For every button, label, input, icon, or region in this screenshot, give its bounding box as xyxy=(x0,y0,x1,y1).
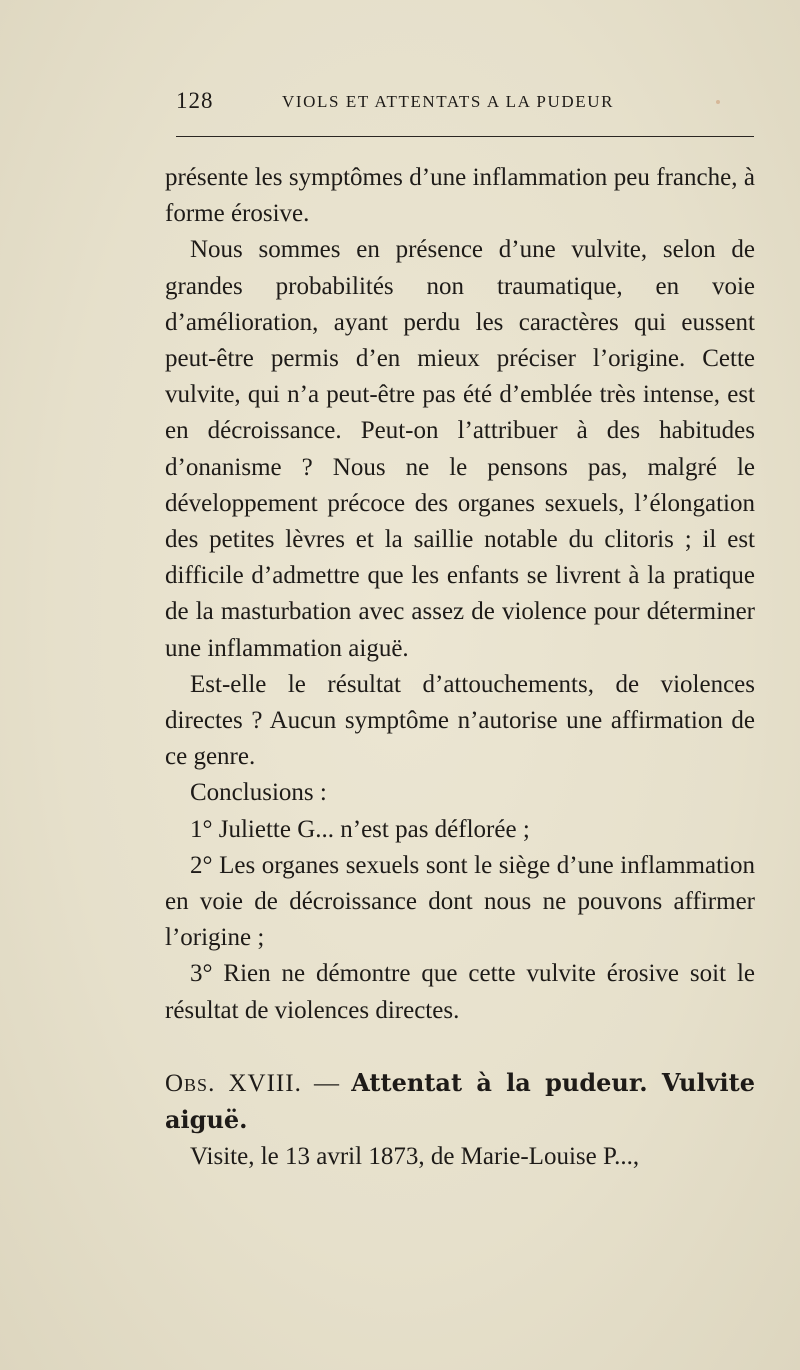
conclusion-item-2: 2° Les organes sexuels sont le siège d’une inflammation en voie de décroissance dont nous ne pouvons affirmer l’origine ; xyxy=(165,851,755,952)
header-rule xyxy=(176,136,754,137)
paragraph-attouchements: Est-elle le résultat d’attouchements, de violences directes ? Aucun symptôme n’autorise une affirmation de ce genre. xyxy=(165,670,755,771)
running-title: VIOLS ET ATTENTATS A LA PUDEUR xyxy=(282,92,615,111)
observation-dash: — xyxy=(301,1069,352,1097)
paragraph-continuation: présente les symptômes d’une inflammation peu franche, à forme érosive. xyxy=(165,164,755,228)
paper-speck xyxy=(716,100,720,104)
page-number: 128 xyxy=(176,88,214,113)
conclusions-heading: Conclusions : xyxy=(190,779,327,807)
body-text xyxy=(165,160,755,1175)
conclusion-item-3: 3° Rien ne démontre que cette vulvite érosive soit le résultat de violences directes. xyxy=(165,960,755,1024)
conclusion-item-1: 1° Juliette G... n’est pas déflorée ; xyxy=(190,815,530,843)
page-header xyxy=(176,88,754,118)
observation-title: Attentat à la pudeur. Vulvite aiguë. xyxy=(165,1067,756,1135)
paragraph-vulvite: Nous sommes en présence d’une vulvite, selon de grandes probabilités non traumatique, en voie d’amélioration, ayant perdu les caractères qui eussent peut-être permis d’en mieux préciser l’origine. Cette vulvite, qui n’a peut-être pas été d’emblée très intense, est en décroissance. Peut-on l’attribuer à des habitudes d’onanisme ? Nous ne le pensons pas, malgré le développement précoce des organes sexuels, l’élongation des petites lèvres et la saillie notable du clitoris ; il est difficile d’admettre que les enfants se livrent à la pratique de la masturbation avec assez de violence pour déterminer une inflammation aiguë. xyxy=(165,236,755,662)
observation-heading xyxy=(165,1065,755,1139)
paragraph-visite: Visite, le 13 avril 1873, de Marie-Louise P..., xyxy=(190,1143,640,1171)
observation-label: Obs. XVIII. xyxy=(165,1069,302,1097)
